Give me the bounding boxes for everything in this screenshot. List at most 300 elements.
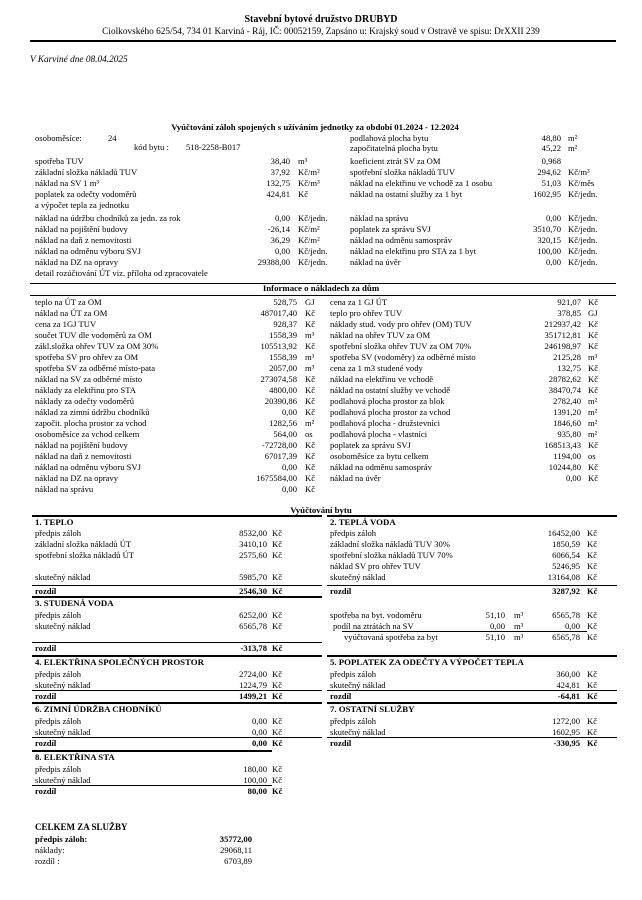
unit-right-row-value: 1602,95 bbox=[533, 189, 561, 199]
unit-left-row-unit: Kč bbox=[298, 189, 309, 199]
zimni-total-unit: Kč bbox=[272, 738, 283, 748]
tuv-row bbox=[0, 528, 642, 539]
house-left-row-label: náklad na DZ na opravy bbox=[35, 473, 119, 483]
house-right-row bbox=[0, 407, 642, 418]
elektro-total-label: rozdíl bbox=[35, 691, 57, 701]
house-right-row-unit: Kč bbox=[588, 297, 599, 307]
unit-right-row bbox=[0, 246, 642, 257]
house-left-row-value: 4800,00 bbox=[269, 385, 297, 395]
house-left-row-unit: Kč bbox=[305, 407, 316, 417]
unit-right-row-label: náklad na ostatní služby za 1 byt bbox=[350, 189, 463, 199]
unit-right-row-unit: Kč/jedn. bbox=[568, 257, 598, 267]
unit-left-row-label: poplatek za odečty vodoměrů bbox=[35, 189, 137, 199]
house-left-row-label: náklad na daň z nemovitosti bbox=[35, 451, 132, 461]
poplatek-row bbox=[0, 669, 642, 680]
house-right-row bbox=[0, 363, 642, 374]
house-right-row-unit: m² bbox=[588, 429, 598, 439]
house-left-row-value: 0,00 bbox=[281, 484, 297, 494]
tuv-title: 2. TEPLÁ VODA bbox=[330, 517, 396, 527]
house-right-row-label: teplo pro ohřev TUV bbox=[330, 308, 403, 318]
house-left-row-unit: m³ bbox=[305, 363, 315, 373]
unit-left-row-value: 0,00 bbox=[274, 213, 290, 223]
sv-detail-row bbox=[0, 632, 642, 643]
house-left-row-label: součet TUV dle vodoměrů za OM bbox=[35, 330, 152, 340]
unit-right-row-label: spotřební složka nákladů TUV bbox=[350, 167, 456, 177]
ostatni-row-unit: Kč bbox=[587, 716, 598, 726]
house-right-row-value: 10244,80 bbox=[548, 462, 581, 472]
house-right-row-value: 935,80 bbox=[557, 429, 581, 439]
zimni-row-label: skutečný náklad bbox=[35, 727, 91, 737]
unit-left-row-value: 36,29 bbox=[270, 235, 290, 245]
ostatni-total bbox=[0, 738, 642, 749]
house-left-row-label: započit. plocha prostor za vchod bbox=[35, 418, 147, 428]
house-left-row-label: náklady za elektřinu pro STA bbox=[35, 385, 136, 395]
house-right-row-label: náklad na ostatní služby ve vchodě bbox=[330, 385, 451, 395]
unit-right-row-unit: m² bbox=[568, 133, 578, 143]
org-address: Ciolkovského 625/54, 734 01 Karviná - Ráj, IČ: 00052159, Zapsáno u: Krajský soud v Ostravě ve spisu: DrXXII 239 bbox=[102, 27, 540, 37]
sv-detail-label: spotřeba na byt. vodoměru bbox=[330, 610, 422, 620]
house-right-row-label: podlahová plocha - vlastníci bbox=[330, 429, 428, 439]
house-left-row-unit: Kč bbox=[305, 319, 316, 329]
house-left-row-value: 0,00 bbox=[281, 407, 297, 417]
house-right-row-label: osoboměsíce za bytu celkem bbox=[330, 451, 429, 461]
unit-left-row-value: -26,14 bbox=[267, 224, 290, 234]
house-left-row-value: 20390,86 bbox=[264, 396, 297, 406]
unit-right-row-unit: Kč/měs bbox=[568, 178, 595, 188]
zimni-row-unit: Kč bbox=[272, 716, 283, 726]
unit-right-row-unit: Kč/jedn. bbox=[568, 213, 598, 223]
sv-total-value: -313,78 bbox=[240, 643, 267, 653]
tuv-row-label: skutečný náklad bbox=[330, 572, 386, 582]
house-left-row-unit: Kč bbox=[305, 308, 316, 318]
house-right-row bbox=[0, 341, 642, 352]
unit-right-row-value: 100,00 bbox=[537, 246, 561, 256]
house-left-row-value: 1675584,00 bbox=[256, 473, 297, 483]
teplo-row-unit: Kč bbox=[272, 528, 283, 538]
unit-left-row-label: náklad na SV 1 m³ bbox=[35, 178, 99, 188]
unit-left-row-label: spotřeba TUV bbox=[35, 156, 84, 166]
elektro-row-value: 2724,00 bbox=[239, 669, 267, 679]
teplo-row-label: skutečný náklad bbox=[35, 572, 91, 582]
unit-left-value: 518-2258-B017 bbox=[186, 142, 241, 152]
house-right-row-label: spotřeba SV (vodoměry) za odběrné místo bbox=[330, 352, 476, 362]
house-right-row-value: 1391,20 bbox=[553, 407, 581, 417]
unit-right-row bbox=[0, 235, 642, 246]
house-right-row bbox=[0, 418, 642, 429]
house-right-row-unit: Kč bbox=[588, 385, 599, 395]
house-left-row-unit: m³ bbox=[305, 352, 315, 362]
house-left-row-unit: GJ bbox=[305, 297, 315, 307]
unit-right-row-value: 294,62 bbox=[537, 167, 561, 177]
house-right-row-unit: GJ bbox=[588, 308, 598, 318]
elektro-row-value: 1224,79 bbox=[239, 680, 267, 690]
tuv-total-value: 3287,92 bbox=[552, 586, 580, 596]
poplatek-row-unit: Kč bbox=[587, 669, 598, 679]
house-left-row-unit: m³ bbox=[305, 330, 315, 340]
house-right-row-value: 168513,43 bbox=[544, 440, 581, 450]
summary-label: rozdíl : bbox=[35, 856, 60, 866]
poplatek-row-label: skutečný náklad bbox=[330, 680, 386, 690]
sv-detail-unit: Kč bbox=[587, 621, 598, 631]
unit-left-row-label: detail rozúčtování ÚT viz. příloha od zpracovatele bbox=[35, 268, 208, 278]
house-left-row-label: náklad na odměnu výboru SVJ bbox=[35, 462, 141, 472]
sv-row-unit: Kč bbox=[272, 610, 283, 620]
house-left-row-label: náklad na SV za odběrné místo bbox=[35, 374, 142, 384]
tuv-row bbox=[0, 539, 642, 550]
house-left-row-unit: Kč bbox=[305, 385, 316, 395]
house-title: Informace o nákladech za dům bbox=[262, 283, 380, 293]
teplo-row-unit: Kč bbox=[272, 550, 283, 560]
unit-left-value: 24 bbox=[108, 133, 117, 143]
unit-right-row-unit: m² bbox=[568, 143, 578, 153]
zimni-row-label: předpis záloh bbox=[35, 716, 82, 726]
sv-detail-qunit: m³ bbox=[514, 610, 524, 620]
house-right-row-label: náklad na elektřinu ve vchodě bbox=[330, 374, 434, 384]
sta-total-unit: Kč bbox=[272, 786, 283, 796]
statement-title: Vyúčtování záloh spojených s užíváním jednotky za období 01.2024 - 12.2024 bbox=[171, 122, 459, 132]
unit-right-row-unit: Kč/jedn. bbox=[568, 246, 598, 256]
house-right-row-unit: os bbox=[588, 451, 596, 461]
teplo-row-value: 2575,60 bbox=[239, 550, 267, 560]
house-right-row bbox=[0, 440, 642, 451]
house-right-row-unit: Kč bbox=[588, 319, 599, 329]
sta-total bbox=[0, 786, 642, 797]
sv-detail-qty: 51,10 bbox=[485, 610, 505, 620]
house-right-row-unit: m² bbox=[588, 396, 598, 406]
unit-right-row bbox=[0, 213, 642, 224]
teplo-row-value: 5985,70 bbox=[239, 572, 267, 582]
unit-right-row bbox=[0, 178, 642, 189]
teplo-title: 1. TEPLO bbox=[35, 517, 74, 527]
sv-detail-unit: Kč bbox=[587, 632, 598, 642]
sta-row-value: 100,00 bbox=[243, 775, 267, 785]
house-left-row-unit: Kč bbox=[305, 341, 316, 351]
unit-right-row bbox=[0, 257, 642, 268]
elektro-row-unit: Kč bbox=[272, 680, 283, 690]
unit-right-row-label: koeficient ztrát SV za OM bbox=[350, 156, 441, 166]
unit-left-row-value: 0,00 bbox=[274, 246, 290, 256]
unit-left-row-unit: m³ bbox=[298, 156, 308, 166]
unit-right-row-value: 0,00 bbox=[545, 213, 561, 223]
unit-right-row-unit: Kč/m³ bbox=[568, 167, 590, 177]
sv-detail-value: 6565,78 bbox=[552, 610, 580, 620]
unit-right-row-value: 3510,70 bbox=[533, 224, 561, 234]
unit-left-row-label: náklad na údržbu chodníků za jedn. za rok bbox=[35, 213, 181, 223]
summary-row bbox=[0, 856, 642, 867]
unit-left-row-label: náklad na DZ na opravy bbox=[35, 257, 119, 267]
unit-right-row-unit: Kč/jedn. bbox=[568, 189, 598, 199]
house-left-row-label: osoboměsíce za vchod celkem bbox=[35, 429, 140, 439]
teplo-total-unit: Kč bbox=[272, 586, 283, 596]
tuv-row-value: 1850,59 bbox=[552, 539, 580, 549]
teplo-row-unit: Kč bbox=[272, 539, 283, 549]
summary-row bbox=[0, 845, 642, 856]
house-right-row-unit: Kč bbox=[588, 363, 599, 373]
place-date: V Karviné dne 08.04.2025 bbox=[30, 55, 128, 65]
house-left-row-value: 1282,56 bbox=[269, 418, 297, 428]
ostatni-total-unit: Kč bbox=[587, 738, 598, 748]
sv-detail-row bbox=[0, 610, 642, 621]
house-right-row-label: podlahová plocha - družstevníci bbox=[330, 418, 441, 428]
sv-detail-qty: 51,10 bbox=[485, 632, 505, 642]
summary-label: náklady: bbox=[35, 845, 65, 855]
house-left-row-value: 67017,39 bbox=[264, 451, 297, 461]
tuv-total-unit: Kč bbox=[587, 586, 598, 596]
sv-row-label: předpis záloh bbox=[35, 610, 82, 620]
house-left-row-unit: Kč bbox=[305, 396, 316, 406]
sv-detail-value: 0,00 bbox=[564, 621, 580, 631]
unit-right-row-value: 48,80 bbox=[541, 133, 561, 143]
sta-row-label: předpis záloh bbox=[35, 764, 82, 774]
unit-right-row bbox=[0, 189, 642, 200]
house-left-row-label: cena za 1GJ TUV bbox=[35, 319, 97, 329]
poplatek-total-value: -64,81 bbox=[557, 691, 580, 701]
house-right-row-value: 2125,28 bbox=[553, 352, 581, 362]
house-right-row bbox=[0, 385, 642, 396]
tuv-row bbox=[0, 550, 642, 561]
sv-detail-qunit: m³ bbox=[514, 632, 524, 642]
unit-left-row-label: a výpočet tepla za jednotku bbox=[35, 200, 130, 210]
sv-detail-unit: Kč bbox=[587, 610, 598, 620]
house-right-row-unit: m² bbox=[588, 407, 598, 417]
house-right-row-label: cena za 1 GJ ÚT bbox=[330, 297, 388, 307]
sv-detail-qunit: m³ bbox=[514, 621, 524, 631]
sv-detail-label: vyúčtovaná spotřeba za byt bbox=[344, 632, 438, 642]
sv-row-label: skutečný náklad bbox=[35, 621, 91, 631]
sta-title: 8. ELEKTŘINA STA bbox=[35, 752, 115, 762]
poplatek-total bbox=[0, 691, 642, 702]
elektro-row-label: skutečný náklad bbox=[35, 680, 91, 690]
sta-row-unit: Kč bbox=[272, 775, 283, 785]
unit-left-label: osoboměsíce: bbox=[35, 133, 82, 143]
sta-row-label: skutečný náklad bbox=[35, 775, 91, 785]
house-right-row-value: 212937,42 bbox=[544, 319, 581, 329]
house-right-row-value: 246198,97 bbox=[544, 341, 581, 351]
unit-right-row-label: náklad na elektřinu ve vchodě za 1 osobu bbox=[350, 178, 492, 188]
summary-value: 35772,00 bbox=[219, 834, 252, 844]
unit-left-row-value: 29388,00 bbox=[257, 257, 290, 267]
sv-detail-value: 6565,78 bbox=[552, 632, 580, 642]
zimni-total-label: rozdíl bbox=[35, 738, 57, 748]
elektro-row-unit: Kč bbox=[272, 669, 283, 679]
house-left-row-value: 487017,40 bbox=[260, 308, 297, 318]
teplo-row-value: 8532,00 bbox=[239, 528, 267, 538]
house-right-row-unit: Kč bbox=[588, 473, 599, 483]
house-right-row-unit: Kč bbox=[588, 440, 599, 450]
house-left-row-label: náklad za zimní údržbu chodníků bbox=[35, 407, 150, 417]
tuv-total-label: rozdíl bbox=[330, 586, 352, 596]
house-left-row-value: 1558,39 bbox=[269, 352, 297, 362]
house-left-row-label: náklad na ÚT za OM bbox=[35, 308, 108, 318]
house-left-row-unit: Kč bbox=[305, 484, 316, 494]
house-right-row-unit: Kč bbox=[588, 341, 599, 351]
sv-total bbox=[0, 643, 642, 654]
tuv-row-value: 5246,95 bbox=[552, 561, 580, 571]
teplo-top-rule bbox=[32, 515, 322, 517]
house-right-row bbox=[0, 462, 642, 473]
unit-right-row-value: 0,968 bbox=[541, 156, 561, 166]
house-left-row-unit: os bbox=[305, 429, 313, 439]
house-left-row-value: -72728,00 bbox=[261, 440, 297, 450]
house-right-row-value: 2782,40 bbox=[553, 396, 581, 406]
unit-left-row-value: 38,40 bbox=[270, 156, 290, 166]
tuv-row-unit: Kč bbox=[587, 550, 598, 560]
unit-left-row-unit: Kč/m³ bbox=[298, 178, 320, 188]
zimni-row-value: 0,00 bbox=[251, 727, 267, 737]
house-right-row-value: 1846,60 bbox=[553, 418, 581, 428]
teplo-row-label: spotřební složka nákladů ÚT bbox=[35, 550, 135, 560]
unit-left-row-unit: Kč/m² bbox=[298, 224, 320, 234]
sv-row-value: 6565,78 bbox=[239, 621, 267, 631]
tuv-row bbox=[0, 572, 642, 583]
house-right-row-label: poplatek za správu SVJ bbox=[330, 440, 411, 450]
ostatni-row bbox=[0, 716, 642, 727]
house-right-row bbox=[0, 374, 642, 385]
poplatek-total-unit: Kč bbox=[587, 691, 598, 701]
ostatni-row-label: předpis záloh bbox=[330, 716, 377, 726]
house-left-row-value: 928,37 bbox=[273, 319, 297, 329]
unit-left-row-label: základní složka nákladů TUV bbox=[35, 167, 138, 177]
tuv-row bbox=[0, 561, 642, 572]
house-left-row-value: 105513,92 bbox=[260, 341, 297, 351]
sta-row bbox=[0, 764, 642, 775]
poplatek-title: 5. POPLATEK ZA ODEČTY A VÝPOČET TEPLA bbox=[330, 657, 524, 667]
ostatni-total-label: rozdíl bbox=[330, 738, 352, 748]
summary-label: předpis záloh: bbox=[35, 834, 88, 844]
unit-left-row-unit: Kč/m² bbox=[298, 167, 320, 177]
house-right-row-label: podlahová plocha prostor za vchod bbox=[330, 407, 451, 417]
unit-left-row-unit: Kč/jedn. bbox=[298, 257, 328, 267]
house-right-row-label: náklad na ohřev TUV za OM bbox=[330, 330, 431, 340]
tuv-row-unit: Kč bbox=[587, 561, 598, 571]
unit-right-row-value: 0,00 bbox=[545, 257, 561, 267]
tuv-row-label: náklad SV pro ohřev TUV bbox=[330, 561, 421, 571]
tuv-row-value: 16452,00 bbox=[547, 528, 580, 538]
house-right-row-value: 1194,00 bbox=[553, 451, 581, 461]
sv-detail-rule bbox=[342, 631, 587, 632]
sv-total-unit: Kč bbox=[272, 643, 283, 653]
house-right-row-unit: Kč bbox=[588, 462, 599, 472]
unit-right-row-value: 51,03 bbox=[541, 178, 561, 188]
house-right-row bbox=[0, 396, 642, 407]
house-right-row-value: 378,85 bbox=[557, 308, 581, 318]
billing-title: Vyúčtování bytu bbox=[290, 505, 352, 515]
ostatni-total-value: -330,95 bbox=[553, 738, 580, 748]
house-left-row-unit: Kč bbox=[305, 473, 316, 483]
unit-left-row-value: 424,81 bbox=[266, 189, 290, 199]
tuv-row-label: spotřební složka nákladů TUV 70% bbox=[330, 550, 453, 560]
teplo-row-label: předpis záloh bbox=[35, 528, 82, 538]
house-left-row-value: 564,00 bbox=[273, 429, 297, 439]
house-right-row bbox=[0, 330, 642, 341]
house-left-row-label: náklad na pojištění budovy bbox=[35, 440, 128, 450]
sv-total-label: rozdíl bbox=[35, 643, 57, 653]
house-right-row bbox=[0, 319, 642, 330]
ostatni-row-value: 1272,00 bbox=[552, 716, 580, 726]
house-left-row-label: teplo na ÚT za OM bbox=[35, 297, 102, 307]
teplo-total-label: rozdíl bbox=[35, 586, 57, 596]
unit-left-row-value: 132,75 bbox=[266, 178, 290, 188]
house-left-row-value: 2057,00 bbox=[269, 363, 297, 373]
tuv-row-value: 13164,08 bbox=[547, 572, 580, 582]
poplatek-row-value: 360,00 bbox=[556, 669, 580, 679]
house-right-row-value: 28782,62 bbox=[548, 374, 581, 384]
zimni-total-value: 0,00 bbox=[251, 738, 267, 748]
ostatni-row-value: 1602,95 bbox=[552, 727, 580, 737]
house-left-row-value: 528,75 bbox=[273, 297, 297, 307]
ostatni-title: 7. OSTATNÍ SLUŽBY bbox=[330, 704, 415, 714]
house-left-row-value: 273074,58 bbox=[260, 374, 297, 384]
ostatni-row-unit: Kč bbox=[587, 727, 598, 737]
unit-left-row bbox=[0, 200, 642, 211]
unit-left-row-unit: Kč/m² bbox=[298, 235, 320, 245]
sv-detail-qty: 0,00 bbox=[489, 621, 505, 631]
unit-right-row-value: 320,15 bbox=[537, 235, 561, 245]
poplatek-total-label: rozdíl bbox=[330, 691, 352, 701]
unit-left-row bbox=[0, 268, 642, 279]
unit-left-row-label: náklad na pojištění budovy bbox=[35, 224, 128, 234]
house-right-row-unit: Kč bbox=[588, 330, 599, 340]
house-right-row bbox=[0, 429, 642, 440]
unit-left-row-unit: Kč/jedn. bbox=[298, 213, 328, 223]
unit-left-row-unit: Kč/jedn. bbox=[298, 246, 328, 256]
tuv-row-label: základní složka nákladů TUV 30% bbox=[330, 539, 450, 549]
house-right-row-unit: m² bbox=[588, 418, 598, 428]
sv-row-value: 6252,00 bbox=[239, 610, 267, 620]
unit-right-row-label: podlahová plocha bytu bbox=[350, 133, 429, 143]
zimni-row-value: 0,00 bbox=[251, 716, 267, 726]
teplo-row-unit: Kč bbox=[272, 572, 283, 582]
house-right-row-value: 351712,81 bbox=[544, 330, 581, 340]
house-left-row-label: spotřeba SV pro ohřev za OM bbox=[35, 352, 139, 362]
house-right-row-value: 0,00 bbox=[565, 473, 581, 483]
tuv-row-value: 6066,54 bbox=[552, 550, 580, 560]
unit-right-row-unit: Kč/jedn. bbox=[568, 235, 598, 245]
house-left-row-label: zákl.složka ohřev TUV za OM 30% bbox=[35, 341, 159, 351]
unit-right-row-label: započitatelná plocha bytu bbox=[350, 143, 438, 153]
house-right-row bbox=[0, 451, 642, 462]
house-right-row bbox=[0, 352, 642, 363]
sv-row-unit: Kč bbox=[272, 621, 283, 631]
unit-right-row-label: náklad na správu bbox=[350, 213, 409, 223]
elektro-total-value: 1499,21 bbox=[239, 691, 267, 701]
house-right-row bbox=[0, 473, 642, 484]
house-left-row-label: spotřeba SV za odběrné místo-pata bbox=[35, 363, 156, 373]
tuv-row-unit: Kč bbox=[587, 572, 598, 582]
house-right-row-value: 132,75 bbox=[557, 363, 581, 373]
unit-right-row-label: náklad na odměnu samospráv bbox=[350, 235, 452, 245]
unit-right-row-value: 45,22 bbox=[541, 143, 561, 153]
unit-right-row-label: poplatek za správu SVJ bbox=[350, 224, 431, 234]
unit-right-row bbox=[0, 167, 642, 178]
sta-row-unit: Kč bbox=[272, 764, 283, 774]
house-right-row bbox=[0, 308, 642, 319]
house-left-row-unit: Kč bbox=[305, 462, 316, 472]
unit-right-row bbox=[0, 143, 642, 154]
unit-left-row-value: 37,92 bbox=[270, 167, 290, 177]
poplatek-row-unit: Kč bbox=[587, 680, 598, 690]
house-left-row-unit: m² bbox=[305, 418, 315, 428]
house-right-row-label: spotřební složka ohřev TUV za OM 70% bbox=[330, 341, 471, 351]
house-right-row-label: náklad na úvěr bbox=[330, 473, 381, 483]
summary-value: 6703,89 bbox=[224, 856, 252, 866]
house-left-row-label: náklad na správu bbox=[35, 484, 94, 494]
unit-right-row bbox=[0, 224, 642, 235]
house-left-row-unit: Kč bbox=[305, 451, 316, 461]
teplo-total-value: 2546,30 bbox=[239, 586, 267, 596]
house-right-row-label: podlahová plocha prostor za blok bbox=[330, 396, 445, 406]
unit-left-label: kód bytu : bbox=[134, 142, 169, 152]
